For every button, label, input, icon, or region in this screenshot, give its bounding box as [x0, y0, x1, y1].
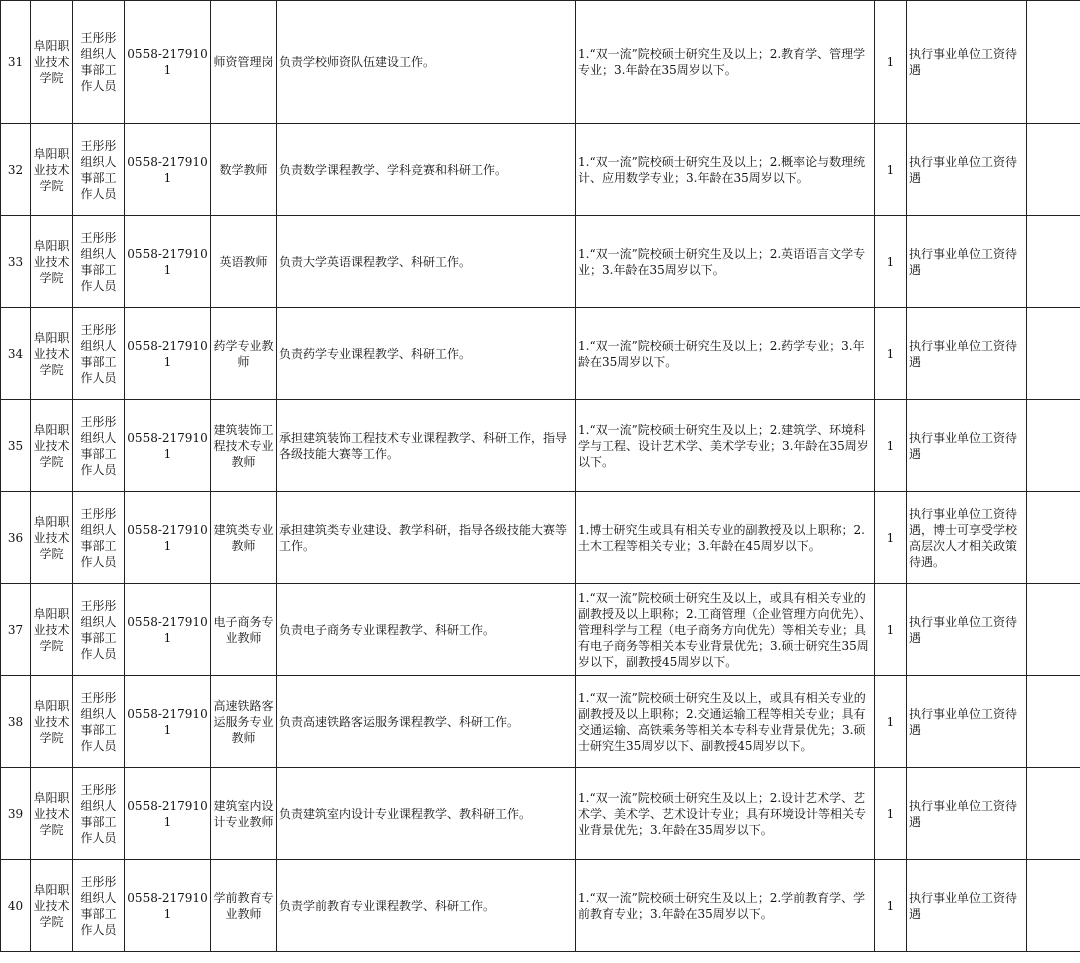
table-row — [1, 492, 1080, 584]
row-number: 38 — [1, 676, 31, 768]
hire-count: 1 — [875, 676, 907, 768]
contact-person: 王彤彤组织人事部工作人员 — [73, 860, 125, 952]
position-name: 建筑室内设计专业教师 — [211, 768, 277, 860]
hire-count: 1 — [875, 768, 907, 860]
table-row — [1, 676, 1080, 768]
position-name: 建筑装饰工程技术专业教师 — [211, 400, 277, 492]
contact-phone: 0558-2179101 — [125, 492, 211, 584]
table-body — [1, 1, 1080, 952]
treatment: 执行事业单位工资待遇 — [907, 768, 1027, 860]
position-requirements: 1.“双一流”院校硕士研究生及以上，或具有相关专业的副教授及以上职称；2.交通运输工程等相关专业；具有交通运输、高铁乘务等相关本专科专业背景优先；3.硕士研究生35周岁以下、副教授45周岁以下。 — [576, 676, 875, 768]
position-name: 建筑类专业教师 — [211, 492, 277, 584]
row-number: 34 — [1, 308, 31, 400]
table-row — [1, 1, 1080, 124]
contact-person: 王彤彤组织人事部工作人员 — [73, 584, 125, 676]
remarks-cell — [1027, 676, 1080, 768]
position-requirements: 1.“双一流”院校硕士研究生及以上；2.建筑学、环境科学与工程、设计艺术学、美术学专业；3.年龄在35周岁以下。 — [576, 400, 875, 492]
table-row — [1, 768, 1080, 860]
contact-person: 王彤彤组织人事部工作人员 — [73, 1, 125, 124]
employer-unit: 阜阳职业技术学院 — [31, 400, 73, 492]
treatment: 执行事业单位工资待遇 — [907, 216, 1027, 308]
position-name: 学前教育专业教师 — [211, 860, 277, 952]
hire-count: 1 — [875, 400, 907, 492]
position-requirements: 1.“双一流”院校硕士研究生及以上；2.教育学、管理学专业；3.年龄在35周岁以下。 — [576, 1, 875, 124]
remarks-cell — [1027, 308, 1080, 400]
row-number: 40 — [1, 860, 31, 952]
remarks-cell — [1027, 216, 1080, 308]
contact-phone: 0558-2179101 — [125, 308, 211, 400]
treatment: 执行事业单位工资待遇 — [907, 1, 1027, 124]
position-duty: 负责大学英语课程教学、科研工作。 — [277, 216, 576, 308]
treatment: 执行事业单位工资待遇 — [907, 676, 1027, 768]
contact-phone: 0558-2179101 — [125, 1, 211, 124]
hire-count: 1 — [875, 124, 907, 216]
hire-count: 1 — [875, 1, 907, 124]
position-duty: 负责电子商务专业课程教学、科研工作。 — [277, 584, 576, 676]
contact-person: 王彤彤组织人事部工作人员 — [73, 124, 125, 216]
position-duty: 负责学前教育专业课程教学、科研工作。 — [277, 860, 576, 952]
employer-unit: 阜阳职业技术学院 — [31, 1, 73, 124]
position-requirements: 1.博士研究生或具有相关专业的副教授及以上职称；2.土木工程等相关专业；3.年龄在45周岁以下。 — [576, 492, 875, 584]
table-row — [1, 308, 1080, 400]
hire-count: 1 — [875, 216, 907, 308]
hire-count: 1 — [875, 492, 907, 584]
table-row — [1, 584, 1080, 676]
contact-phone: 0558-2179101 — [125, 676, 211, 768]
table-row — [1, 216, 1080, 308]
contact-phone: 0558-2179101 — [125, 124, 211, 216]
employer-unit: 阜阳职业技术学院 — [31, 492, 73, 584]
treatment: 执行事业单位工资待遇，博士可享受学校高层次人才相关政策待遇。 — [907, 492, 1027, 584]
position-requirements: 1.“双一流”院校硕士研究生及以上；2.设计艺术学、艺术学、美术学、艺术设计专业；具有环境设计等相关专业背景优先；3.年龄在35周岁以下。 — [576, 768, 875, 860]
position-duty: 负责学校师资队伍建设工作。 — [277, 1, 576, 124]
table-row — [1, 124, 1080, 216]
remarks-cell — [1027, 584, 1080, 676]
treatment: 执行事业单位工资待遇 — [907, 860, 1027, 952]
row-number: 39 — [1, 768, 31, 860]
treatment: 执行事业单位工资待遇 — [907, 308, 1027, 400]
position-duty: 负责高速铁路客运服务课程教学、科研工作。 — [277, 676, 576, 768]
contact-phone: 0558-2179101 — [125, 400, 211, 492]
employer-unit: 阜阳职业技术学院 — [31, 584, 73, 676]
position-requirements: 1.“双一流”院校硕士研究生及以上，或具有相关专业的副教授及以上职称；2.工商管理（企业管理方向优先）、管理科学与工程（电子商务方向优先）等相关专业；具有电子商务等相关本专业背景优先；3.硕士研究生35周岁以下，副教授45周岁以下。 — [576, 584, 875, 676]
remarks-cell — [1027, 124, 1080, 216]
remarks-cell — [1027, 492, 1080, 584]
position-duty: 承担建筑类专业建设、教学科研，指导各级技能大赛等工作。 — [277, 492, 576, 584]
position-duty: 负责建筑室内设计专业课程教学、教科研工作。 — [277, 768, 576, 860]
contact-person: 王彤彤组织人事部工作人员 — [73, 768, 125, 860]
row-number: 35 — [1, 400, 31, 492]
position-requirements: 1.“双一流”院校硕士研究生及以上；2.英语语言文学专业；3.年龄在35周岁以下。 — [576, 216, 875, 308]
employer-unit: 阜阳职业技术学院 — [31, 216, 73, 308]
position-requirements: 1.“双一流”院校硕士研究生及以上；2.药学专业；3.年龄在35周岁以下。 — [576, 308, 875, 400]
row-number: 36 — [1, 492, 31, 584]
treatment: 执行事业单位工资待遇 — [907, 584, 1027, 676]
table-row — [1, 400, 1080, 492]
hire-count: 1 — [875, 860, 907, 952]
remarks-cell — [1027, 768, 1080, 860]
employer-unit: 阜阳职业技术学院 — [31, 124, 73, 216]
contact-phone: 0558-2179101 — [125, 216, 211, 308]
hire-count: 1 — [875, 584, 907, 676]
row-number: 31 — [1, 1, 31, 124]
row-number: 37 — [1, 584, 31, 676]
position-duty: 承担建筑装饰工程技术专业课程教学、科研工作，指导各级技能大赛等工作。 — [277, 400, 576, 492]
table-row — [1, 860, 1080, 952]
treatment: 执行事业单位工资待遇 — [907, 124, 1027, 216]
employer-unit: 阜阳职业技术学院 — [31, 308, 73, 400]
row-number: 32 — [1, 124, 31, 216]
position-name: 高速铁路客运服务专业教师 — [211, 676, 277, 768]
remarks-cell — [1027, 1, 1080, 124]
position-duty: 负责数学课程教学、学科竞赛和科研工作。 — [277, 124, 576, 216]
contact-person: 王彤彤组织人事部工作人员 — [73, 400, 125, 492]
employer-unit: 阜阳职业技术学院 — [31, 676, 73, 768]
contact-phone: 0558-2179101 — [125, 860, 211, 952]
contact-person: 王彤彤组织人事部工作人员 — [73, 676, 125, 768]
position-name: 师资管理岗 — [211, 1, 277, 124]
contact-person: 王彤彤组织人事部工作人员 — [73, 492, 125, 584]
remarks-cell — [1027, 860, 1080, 952]
contact-person: 王彤彤组织人事部工作人员 — [73, 308, 125, 400]
employer-unit: 阜阳职业技术学院 — [31, 768, 73, 860]
position-duty: 负责药学专业课程教学、科研工作。 — [277, 308, 576, 400]
contact-person: 王彤彤组织人事部工作人员 — [73, 216, 125, 308]
remarks-cell — [1027, 400, 1080, 492]
position-name: 药学专业教师 — [211, 308, 277, 400]
position-name: 数学教师 — [211, 124, 277, 216]
position-name: 英语教师 — [211, 216, 277, 308]
treatment: 执行事业单位工资待遇 — [907, 400, 1027, 492]
position-requirements: 1.“双一流”院校硕士研究生及以上；2.学前教育学、学前教育专业；3.年龄在35周岁以下。 — [576, 860, 875, 952]
position-name: 电子商务专业教师 — [211, 584, 277, 676]
row-number: 33 — [1, 216, 31, 308]
hire-count: 1 — [875, 308, 907, 400]
position-requirements: 1.“双一流”院校硕士研究生及以上；2.概率论与数理统计、应用数学专业；3.年龄在35周岁以下。 — [576, 124, 875, 216]
contact-phone: 0558-2179101 — [125, 768, 211, 860]
contact-phone: 0558-2179101 — [125, 584, 211, 676]
employer-unit: 阜阳职业技术学院 — [31, 860, 73, 952]
